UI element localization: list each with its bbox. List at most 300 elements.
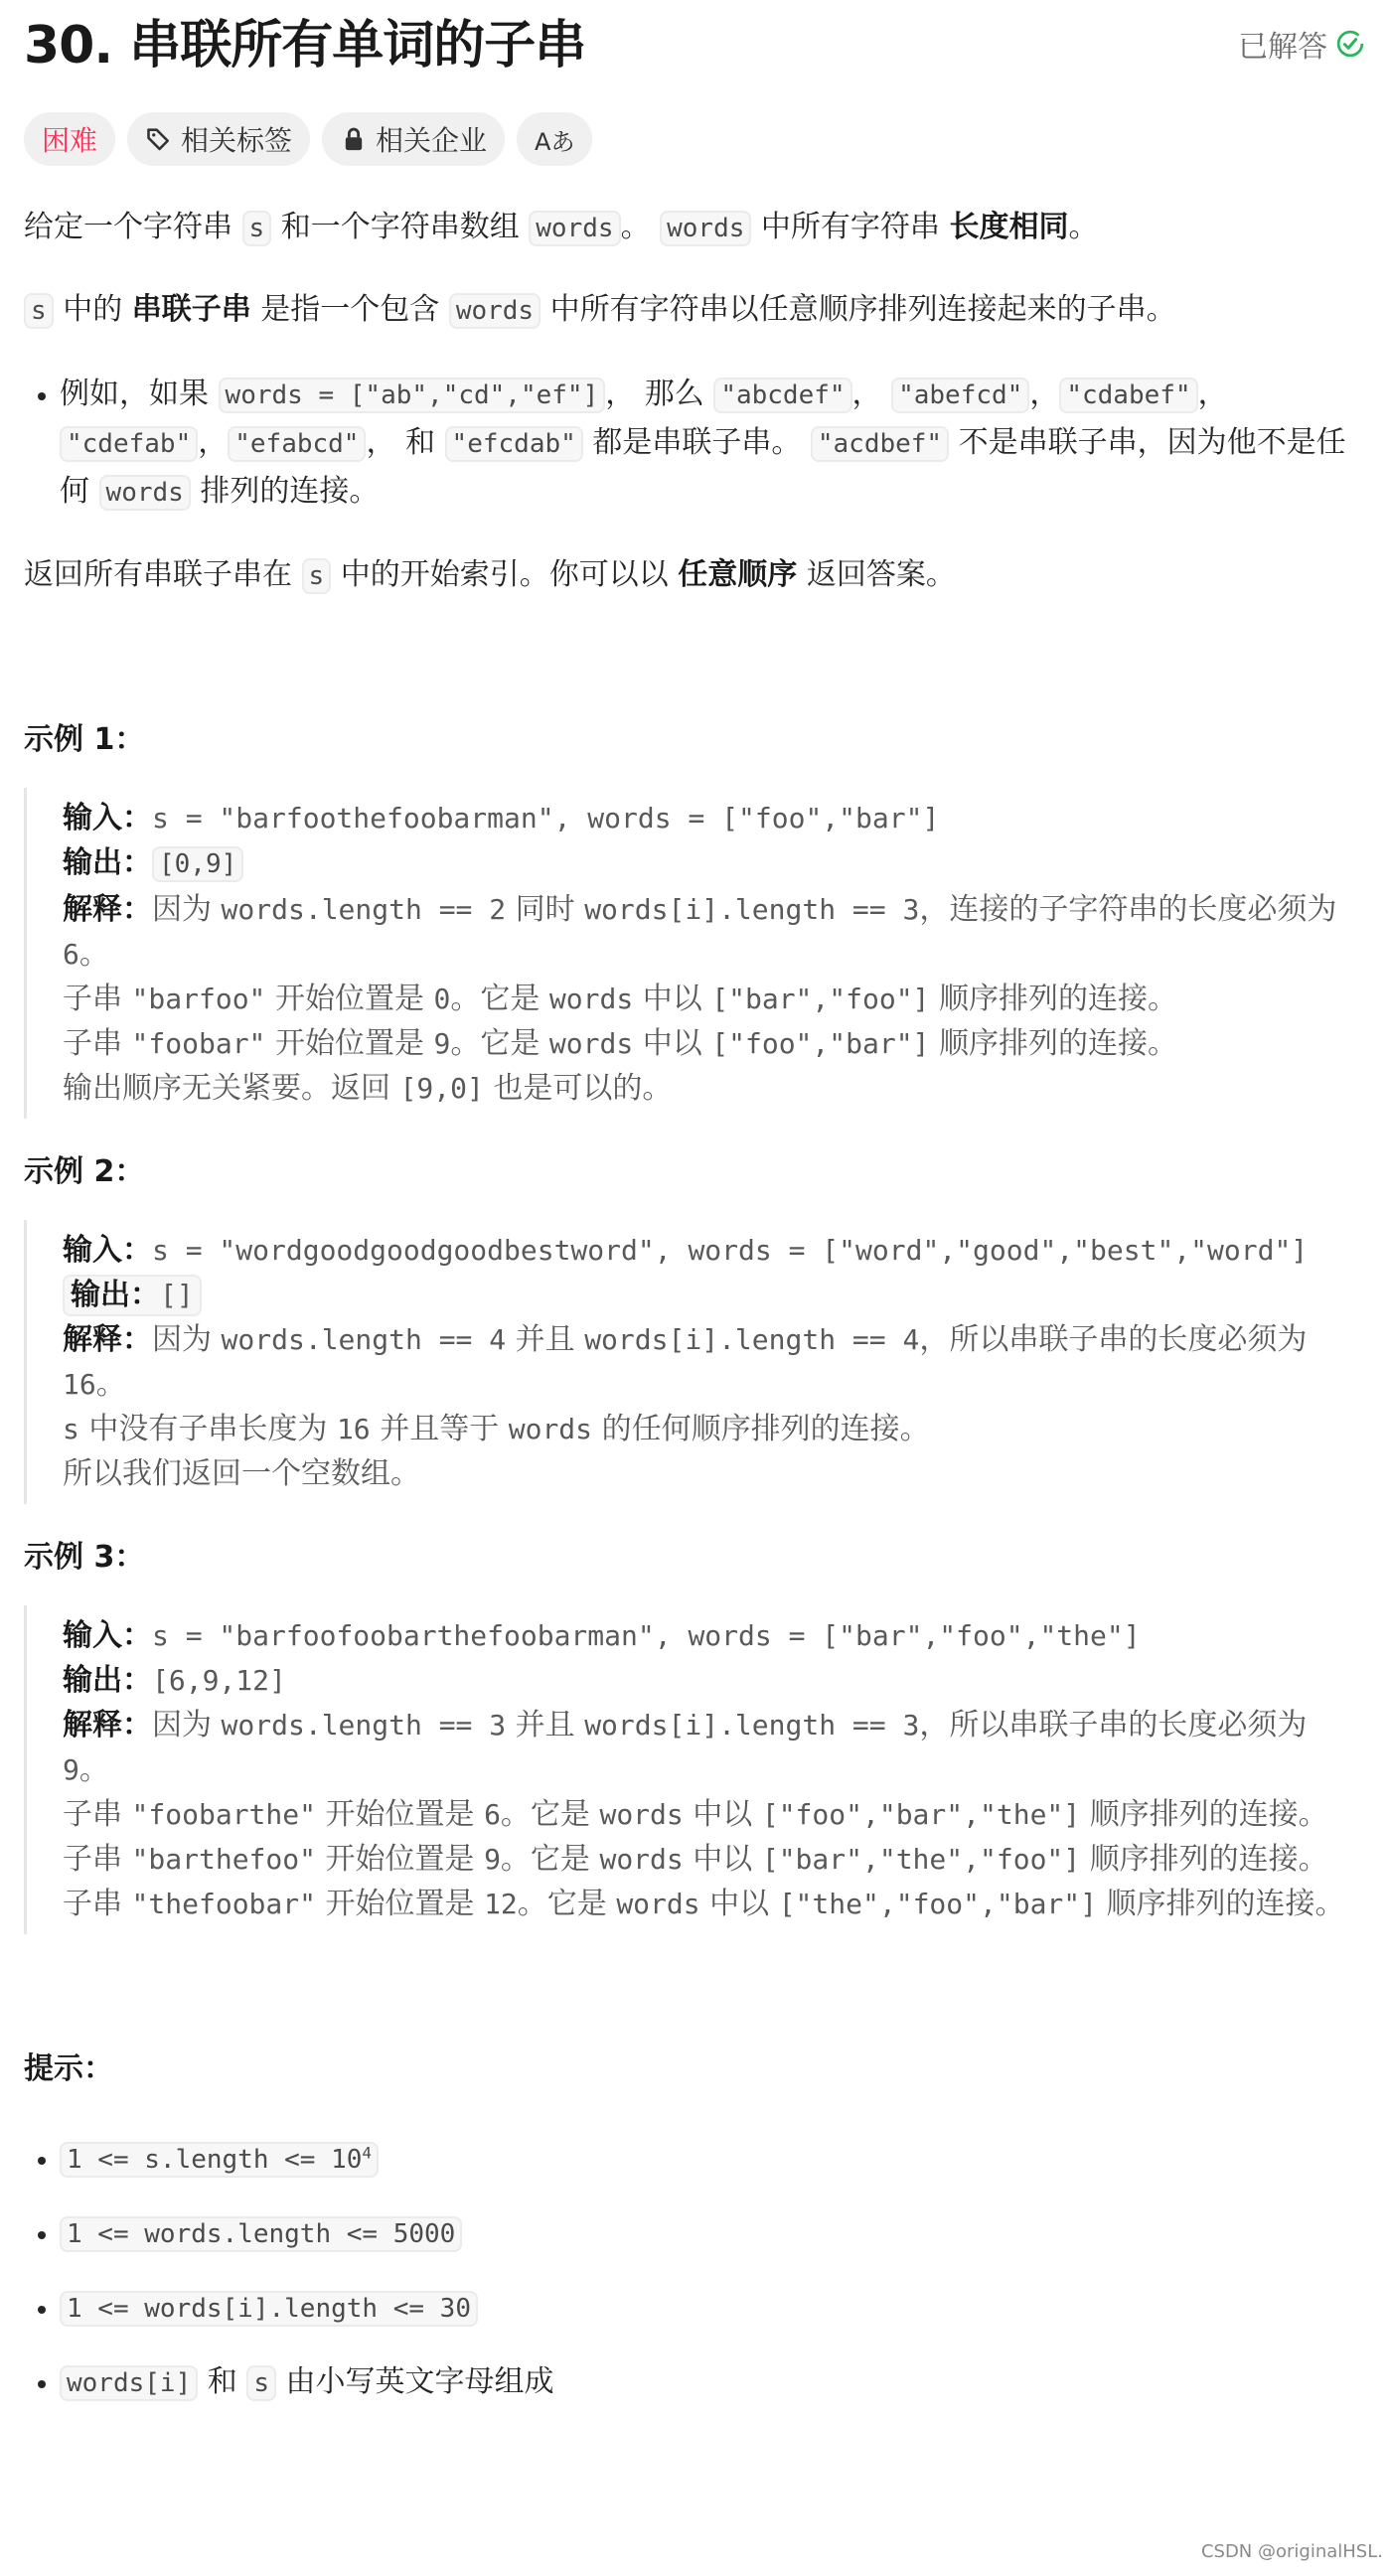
segment-text: words = ["ab","cd","ef"] [225, 380, 599, 410]
example-label: 输入： [63, 801, 152, 835]
segment-text: 并且 [506, 1708, 585, 1743]
inline-code [713, 378, 851, 413]
segment-text: 开始位置是 [265, 1026, 434, 1061]
segment-text: 不是串联子串，因为他不是任何 [60, 425, 1346, 509]
example-line [63, 1451, 1354, 1496]
inline-code [445, 426, 583, 462]
segment-text: 子串 [63, 1797, 132, 1832]
text [63, 1026, 132, 1061]
segment-text: words[i].length == 4 [584, 1323, 920, 1356]
related-companies-label: 相关企业 [376, 124, 488, 157]
code-text [762, 1798, 1080, 1831]
code-text [152, 1664, 286, 1697]
text [276, 2364, 554, 2399]
bold-text [678, 557, 797, 592]
related-topics-button[interactable] [127, 112, 310, 166]
superscript: 4 [362, 2143, 373, 2162]
code-text [152, 802, 939, 834]
text [24, 557, 302, 592]
segment-text: 的任何顺序排列的连接。 [592, 1412, 930, 1446]
segment-text: 1 <= words[i].length <= 30 [67, 2293, 471, 2324]
constraints-list [24, 2129, 1365, 2407]
text [96, 1367, 126, 1402]
example-heading: 示例 3： [24, 1540, 145, 1575]
segment-text: 顺序排列的连接。 [929, 982, 1177, 1016]
segment-text: 。 [78, 937, 109, 972]
segment-text: ，所以串联子串的长度必须为 [919, 1322, 1308, 1357]
segment-text: words.length == 3 [221, 1709, 507, 1742]
segment-text: words [548, 1027, 634, 1060]
check-circle-icon [1335, 29, 1365, 59]
text [316, 1797, 484, 1832]
description-paragraph [24, 204, 1365, 252]
segment-text: 中以 [633, 982, 712, 1016]
bold-text [949, 210, 1068, 244]
segment-text: words [508, 1413, 593, 1445]
text [592, 1412, 930, 1446]
segment-text: 16 [336, 1413, 371, 1445]
example-block [24, 1605, 1354, 1934]
segment-text: 返回答案。 [797, 557, 956, 592]
example-label: 输入： [63, 1233, 152, 1268]
text [79, 1412, 337, 1446]
text [501, 1797, 600, 1832]
segment-text: 。它是 [500, 1797, 600, 1832]
constraint-item [60, 2129, 1365, 2184]
segment-text: 所以我们返回一个空数组。 [63, 1456, 420, 1491]
code-text [433, 983, 450, 1015]
code-text [337, 1413, 371, 1445]
text [929, 982, 1177, 1016]
segment-text: 开始位置是 [315, 1887, 485, 1921]
example-line [63, 1021, 1354, 1066]
text [605, 377, 713, 411]
inline-code [60, 2142, 379, 2178]
code-text [779, 1888, 1097, 1920]
example-line [63, 840, 1354, 887]
translate-icon: Aあ [535, 127, 575, 156]
code-text [762, 1843, 1080, 1876]
example-label: 解释： [63, 892, 152, 927]
text [271, 210, 529, 244]
segment-text: 。它是 [517, 1887, 617, 1921]
code-text [222, 1709, 507, 1742]
segment-text: 和一个字符串数组 [271, 210, 530, 244]
text [251, 292, 449, 327]
example-line [63, 1273, 1354, 1317]
code-text [152, 1234, 1308, 1267]
segment-text: 顺序排列的连接。 [1080, 1797, 1328, 1832]
example-line [63, 1317, 1354, 1407]
text [265, 1026, 433, 1061]
inline-code [246, 2365, 276, 2401]
segment-text: words [599, 1798, 684, 1831]
segment-text: ， [198, 425, 229, 460]
constraint-item [60, 2358, 1365, 2407]
code-text [63, 938, 79, 971]
code-text [433, 1027, 450, 1060]
translate-button[interactable] [517, 112, 592, 166]
segment-text: [6,9,12] [152, 1664, 286, 1697]
text [265, 982, 433, 1016]
code-text [584, 1323, 919, 1356]
example-label: 输出： [63, 845, 152, 880]
boxed-output [63, 1275, 202, 1316]
text [751, 210, 949, 244]
example-line [63, 1613, 1354, 1658]
watermark: CSDN @originalHSL. [1200, 2541, 1383, 2562]
code-text [152, 1619, 1141, 1652]
text [63, 1887, 132, 1921]
text [1029, 377, 1059, 411]
segment-text: ["bar","foo"] [711, 983, 930, 1015]
code-text [599, 1843, 683, 1876]
segment-text: 输出顺序无关紧要。返回 [63, 1071, 400, 1106]
segment-text: 返回所有串联子串在 [24, 557, 302, 592]
text [60, 377, 219, 411]
segment-text: "abcdef" [720, 380, 846, 410]
segment-text: 。它是 [450, 1026, 549, 1061]
related-companies-button[interactable] [322, 112, 505, 166]
code-text [63, 1413, 79, 1445]
segment-text: 中以 [683, 1842, 762, 1877]
tag-icon [145, 125, 173, 153]
text [1080, 1842, 1328, 1877]
segment-text: words [536, 214, 614, 243]
segment-text: 12 [484, 1888, 518, 1920]
text [501, 1842, 600, 1877]
inline-code [24, 293, 54, 329]
text [506, 1708, 584, 1743]
segment-text: 9 [433, 1027, 451, 1060]
page-title: 30. 串联所有单词的子串 [24, 16, 586, 76]
segment-text: ["foo","bar","the"] [761, 1798, 1081, 1831]
inline-code [152, 846, 243, 882]
lock-icon [340, 125, 368, 153]
segment-text: "thefoobar" [131, 1888, 316, 1920]
segment-text: "abefcd" [898, 380, 1023, 410]
segment-text: 长度相同 [949, 210, 1069, 244]
text [621, 210, 661, 244]
example-line [63, 1066, 1354, 1111]
code-text [584, 1709, 919, 1742]
text [1198, 377, 1228, 411]
segment-text: ， 和 [366, 425, 445, 460]
text [450, 1026, 549, 1061]
example-bullet-list [24, 371, 1365, 517]
text [198, 425, 228, 460]
inline-code [60, 426, 198, 462]
text [366, 425, 444, 460]
text [633, 1026, 711, 1061]
segment-text: ，所以串联子串的长度必须为 [919, 1708, 1308, 1743]
code-text [132, 983, 266, 1015]
text [450, 982, 549, 1016]
code-text [616, 1888, 699, 1920]
segment-text: "cdefab" [67, 429, 192, 459]
inline-code [219, 378, 606, 413]
segment-text: words.length == 2 [221, 893, 507, 926]
difficulty-badge[interactable]: 困难 [24, 112, 115, 166]
segment-text: "barthefoo" [131, 1843, 316, 1876]
inline-code [1059, 378, 1197, 413]
text [506, 1322, 584, 1357]
segment-text: 中以 [699, 1887, 779, 1921]
code-text [711, 983, 929, 1015]
segment-text: [] [160, 1279, 194, 1311]
example-line [63, 887, 1354, 977]
segment-text: 。 [95, 1367, 126, 1402]
segment-text: ， [1197, 377, 1228, 411]
problem-description [24, 0, 1365, 2433]
constraint-item [60, 2209, 1365, 2258]
solved-status [1238, 22, 1365, 66]
segment-text: 开始位置是 [315, 1842, 485, 1877]
segment-text: 因为 [152, 892, 222, 927]
segment-text: ， [1029, 377, 1060, 411]
inline-code [302, 558, 332, 594]
text [1068, 210, 1098, 244]
bullet-item [60, 371, 1365, 517]
segment-text: 是指一个包含 [250, 292, 449, 327]
text [684, 1797, 762, 1832]
code-text [509, 1413, 592, 1445]
segment-text: [9,0] [399, 1072, 484, 1105]
text [506, 892, 584, 927]
segment-text: s = "barfoofoobarthefoobarman", words = ["bar","foo","the"] [152, 1619, 1141, 1652]
example-line [63, 1792, 1354, 1837]
text [331, 557, 678, 592]
text [1080, 1797, 1328, 1832]
text [371, 1412, 509, 1446]
segment-text: 中所有字符串 [751, 210, 950, 244]
segment-text: words[i].length == 3 [584, 893, 920, 926]
inline-code [529, 211, 620, 246]
segment-text: "foobar" [131, 1027, 266, 1060]
example-heading: 示例 1： [24, 722, 145, 757]
segment-text: 都是串联子串。 [582, 425, 811, 460]
example-line [63, 1228, 1354, 1273]
segment-text: 16 [63, 1368, 96, 1401]
segment-text: words [455, 296, 535, 326]
inline-code [660, 211, 751, 246]
constraints-heading: 提示： [24, 2051, 113, 2086]
inline-code [449, 293, 541, 329]
segment-text: words [105, 478, 184, 508]
text [152, 892, 222, 927]
segment-text: 并且等于 [370, 1412, 509, 1446]
constraint-item [60, 2284, 1365, 2333]
text [63, 1456, 420, 1491]
text [79, 937, 109, 972]
solved-label: 已解答 [1238, 30, 1327, 65]
text [316, 1842, 484, 1877]
text [919, 892, 1336, 927]
code-text [63, 1368, 96, 1401]
segment-text: 。 [78, 1752, 109, 1787]
inline-code [242, 211, 272, 246]
segment-text: ，连接的子字符串的长度必须为 [919, 892, 1337, 927]
segment-text: "cdabef" [1066, 380, 1191, 410]
inline-code [60, 2365, 198, 2401]
segment-text: words[i].length == 3 [584, 1709, 920, 1742]
text [919, 1322, 1307, 1357]
segment-text: s [253, 2367, 269, 2398]
segment-text: s = "barfoothefoobarman", words = ["foo","bar"] [152, 802, 940, 834]
segment-text: ， 那么 [605, 377, 714, 411]
text [541, 292, 1176, 327]
example-block [24, 1220, 1354, 1504]
example-label: 输出： [63, 1663, 152, 1698]
example-line [63, 977, 1354, 1021]
segment-text: 开始位置是 [315, 1797, 485, 1832]
text [852, 377, 892, 411]
text [63, 1842, 132, 1877]
segment-text: 子串 [63, 982, 132, 1016]
code-text [400, 1072, 484, 1105]
segment-text: 0 [433, 983, 451, 1015]
segment-text: 顺序排列的连接。 [1080, 1842, 1328, 1877]
example-label: 输入： [63, 1618, 152, 1653]
segment-text: 例如，如果 [60, 377, 219, 411]
text [198, 2364, 246, 2399]
text [63, 1071, 400, 1106]
segment-text: ["foo","bar"] [711, 1027, 930, 1060]
inline-code [811, 426, 949, 462]
segment-text: words [616, 1888, 700, 1920]
code-text [599, 1798, 683, 1831]
segment-text: "acdbef" [817, 429, 943, 459]
inline-code [891, 378, 1029, 413]
text [929, 1026, 1177, 1061]
segment-text: 因为 [152, 1708, 222, 1743]
example-heading: 示例 2： [24, 1154, 145, 1189]
code-text [132, 1027, 266, 1060]
segment-text: 给定一个字符串 [24, 210, 242, 244]
code-text [160, 1279, 194, 1311]
code-text [132, 1798, 316, 1831]
segment-text: words [599, 1843, 684, 1876]
code-text [484, 1888, 518, 1920]
code-text [711, 1027, 929, 1060]
segment-text: 顺序排列的连接。 [1097, 1887, 1345, 1921]
segment-text: "foobarthe" [131, 1798, 316, 1831]
tag-row [24, 112, 1365, 166]
code-text [549, 1027, 633, 1060]
segment-text: s [63, 1413, 79, 1445]
examples-section [24, 716, 1365, 1934]
segment-text: s [248, 214, 265, 243]
text [700, 1887, 779, 1921]
segment-text: 9 [484, 1843, 501, 1876]
segment-text: 。 [620, 210, 661, 244]
segment-text: 并且 [506, 1322, 585, 1357]
segment-text: 任意顺序 [678, 557, 798, 592]
segment-text: s [308, 561, 325, 591]
segment-text: "efcdab" [451, 429, 576, 459]
inline-code [99, 475, 191, 511]
code-text [549, 983, 633, 1015]
example-label: 解释： [63, 1708, 152, 1743]
segment-text: 中没有子串长度为 [78, 1412, 337, 1446]
segment-text: 9 [63, 1753, 79, 1786]
segment-text: 子串 [63, 1887, 132, 1921]
example-label: 输出： [71, 1278, 160, 1312]
code-text [63, 1753, 79, 1786]
segment-text: "barfoo" [131, 983, 266, 1015]
segment-text: 。 [1068, 210, 1099, 244]
segment-text: 中的开始索引。你可以以 [331, 557, 679, 592]
code-text [222, 1323, 507, 1356]
segment-text: 6 [63, 938, 79, 971]
segment-text: words [548, 983, 634, 1015]
segment-text: 排列的连接。 [190, 474, 380, 509]
example-line [63, 1882, 1354, 1926]
text [152, 1322, 222, 1357]
code-text [132, 1843, 316, 1876]
example-line [63, 796, 1354, 840]
text [1097, 1887, 1345, 1921]
segment-text: 顺序排列的连接。 [929, 1026, 1177, 1061]
segment-text: s [31, 296, 47, 326]
segment-text: 因为 [152, 1322, 222, 1357]
inline-code [60, 2291, 478, 2327]
segment-text: s = "wordgoodgoodgoodbestword", words = ["word","good","best","word"] [152, 1234, 1309, 1267]
text [63, 982, 132, 1016]
example-block [24, 788, 1354, 1119]
segment-text: ["the","foo","bar"] [778, 1888, 1097, 1920]
text [633, 982, 711, 1016]
code-text [484, 1798, 501, 1831]
text [684, 1842, 762, 1877]
text [583, 425, 811, 460]
code-text [132, 1888, 316, 1920]
inline-code [60, 2216, 462, 2252]
example-line [63, 1658, 1354, 1703]
text [191, 474, 380, 509]
segment-text: 串联子串 [131, 292, 251, 327]
code-text [484, 1843, 501, 1876]
code-text [222, 893, 507, 926]
segment-text: words.length == 4 [221, 1323, 507, 1356]
text [79, 1752, 109, 1787]
segment-text: 开始位置是 [265, 982, 434, 1016]
code-text [584, 893, 919, 926]
text [54, 292, 132, 327]
segment-text: 1 <= words.length <= 5000 [67, 2218, 456, 2249]
segment-text: 中所有字符串以任意顺序排列连接起来的子串。 [541, 292, 1176, 327]
text [518, 1887, 617, 1921]
segment-text: 由小写英文字母组成 [275, 2363, 554, 2399]
example-label: 解释： [63, 1322, 152, 1357]
segment-text: [0,9] [159, 849, 237, 879]
example-line [63, 1407, 1354, 1451]
text [484, 1071, 673, 1106]
segment-text: "efabcd" [234, 429, 360, 459]
text [919, 1708, 1307, 1743]
segment-text: 同时 [506, 892, 585, 927]
segment-text: 。它是 [500, 1842, 600, 1877]
text [63, 1797, 132, 1832]
segment-text: 和 [198, 2363, 247, 2399]
segment-text: 子串 [63, 1026, 132, 1061]
segment-text: ， [851, 377, 892, 411]
bold-text [132, 292, 251, 327]
segment-text: 中的 [53, 292, 132, 327]
definition-paragraph [24, 286, 1365, 335]
text [797, 557, 956, 592]
segment-text: words[i] [67, 2367, 192, 2398]
